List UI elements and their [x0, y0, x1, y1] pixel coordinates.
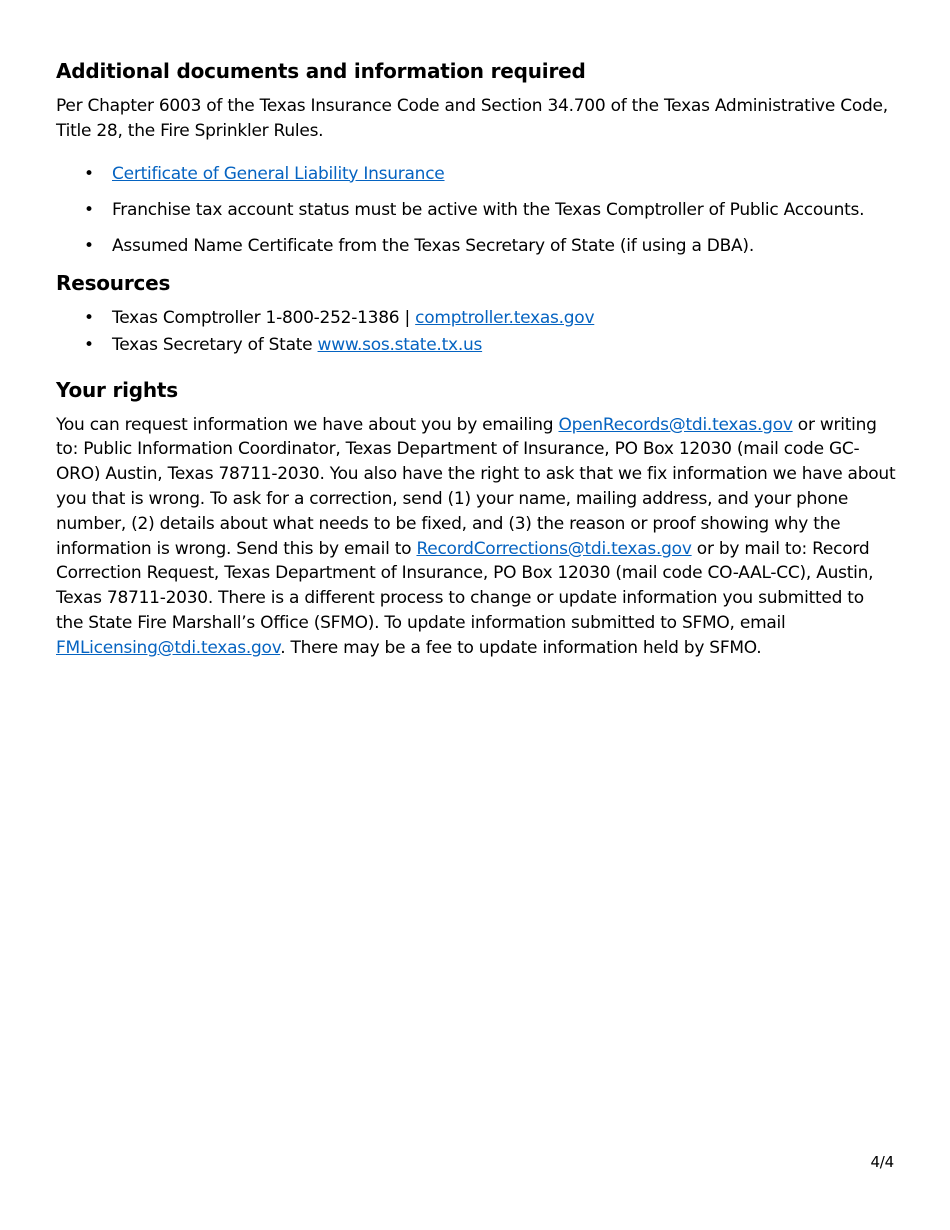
list-item — [56, 306, 896, 330]
bullet-icon: • — [84, 307, 94, 328]
bullet-icon: • — [84, 163, 94, 184]
your-rights-heading: Your rights — [56, 377, 178, 402]
rights-text-3: or by mail to: Record Correction Request, Texas Department of Insurance, PO Box 12030 (mail code CO-AAL-CC), Austin, Texas 78711-2030. There is a different process to change or update information you submitted to the State Fire Marshall’s Office (SFMO). To update information submitted to SFMO, email — [56, 538, 874, 633]
list-item — [56, 234, 896, 258]
additional-documents-heading: Additional documents and information required — [56, 59, 586, 83]
assumed-name-text: Assumed Name Certificate from the Texas Secretary of State (if using a DBA). — [112, 235, 754, 256]
sos-link[interactable]: www.sos.state.tx.us — [317, 334, 483, 355]
resources-list — [56, 306, 896, 357]
comptroller-link[interactable]: comptroller.texas.gov — [415, 307, 595, 328]
franchise-tax-text: Franchise tax account status must be active with the Texas Comptroller of Public Accounts. — [112, 199, 865, 220]
record-corrections-email-link[interactable]: RecordCorrections@tdi.texas.gov — [416, 538, 692, 559]
bullet-icon: • — [84, 235, 94, 256]
fm-licensing-email-link[interactable]: FMLicensing@tdi.texas.gov — [56, 637, 281, 658]
rights-text-4: . There may be a fee to update information held by SFMO. — [280, 637, 762, 658]
bullet-icon: • — [84, 199, 94, 220]
required-documents-list — [56, 162, 896, 258]
document-page — [56, 58, 896, 661]
comptroller-text: Texas Comptroller 1-800-252-1386 | — [112, 307, 416, 328]
open-records-email-link[interactable]: OpenRecords@tdi.texas.gov — [558, 414, 793, 435]
rights-text-1: You can request information we have about you by emailing — [56, 414, 559, 435]
certificate-liability-insurance-link[interactable]: Certificate of General Liability Insurance — [112, 163, 445, 184]
secretary-of-state-text: Texas Secretary of State — [112, 334, 318, 355]
list-item — [56, 333, 896, 357]
rights-text-2: or writing to: Public Information Coordinator, Texas Department of Insurance, PO Box 12030 (mail code GC-ORO) Austin, Texas 78711-2030. You also have the right to ask that we fix information we have about you that is wrong. To ask for a correction, send (1) your name, mailing address, and your phone number, (2) details about what needs to be fixed, and (3) the reason or proof showing why the information is wrong. Send this by email to — [56, 414, 896, 559]
list-item — [56, 162, 896, 186]
page-number: 4/4 — [870, 1153, 894, 1171]
list-item — [56, 198, 896, 222]
bullet-icon: • — [84, 334, 94, 355]
resources-heading: Resources — [56, 270, 171, 295]
additional-documents-intro: Per Chapter 6003 of the Texas Insurance Code and Section 34.700 of the Texas Administrative Code, Title 28, the Fire Sprinkler Rules. — [56, 96, 888, 141]
your-rights-paragraph — [56, 413, 896, 661]
